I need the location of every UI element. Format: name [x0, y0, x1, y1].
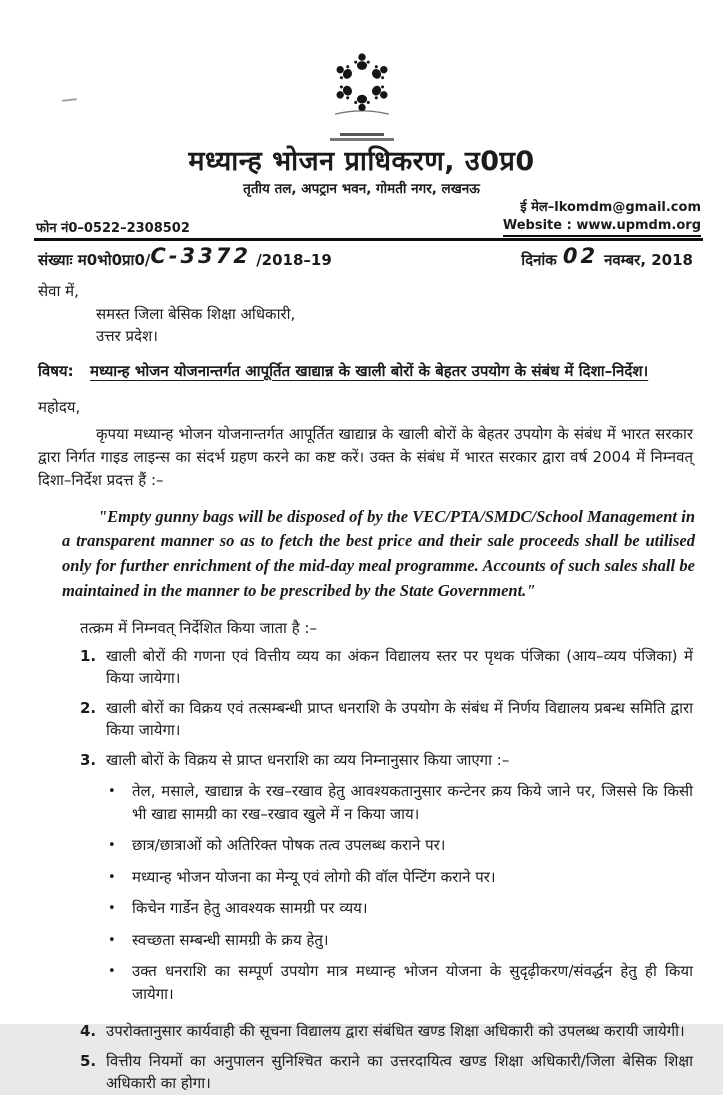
list-intro: तत्क्रम में निम्नवत् निर्देशित किया जाता है :– [80, 618, 317, 637]
body-paragraph: कृपया मध्यान्ह भोजन योजनान्तर्गत आपूर्तित खाद्यान्न के खाली बोरों के बेहतर उपयोग के संबंध में भारत सरकार द्वारा निर्गत गाइड लाइन्स का संदर्भ ग्रहण करने का कष्ट करें। उक्त के संबंध में भारत सरकार द्वारा वर्ष 2004 में निम्नवत् दिशा–निर्देश प्रदत्त हैं :– [38, 424, 693, 490]
bullet-icon: • [108, 838, 116, 854]
bullet-item-1 [108, 780, 693, 825]
letter-number-label: संख्याः म0भो0प्रा0/ [38, 251, 151, 270]
bullet-item-6 [108, 960, 693, 1005]
reference-row [0, 241, 723, 270]
logo-caption-smudge [330, 138, 394, 141]
bullet-icon: • [108, 784, 116, 800]
bullet-item-4 [108, 897, 693, 920]
contact-row [0, 199, 723, 237]
bullet-text: स्वच्छता सम्बन्धी सामग्री के क्रय हेतु। [132, 930, 329, 949]
letterhead [0, 0, 723, 197]
english-guideline-quote: "Empty gunny bags will be disposed of by the VEC/PTA/SMDC/School Management in a transparent manner so as to fetch the best price and their sale proceeds shall be utilised only for further enrichment of the mid-day meal programme. Accounts of such sales shall be maintained in the manner to be prescribed by the State Government." [62, 506, 695, 600]
bullet-text: मध्यान्ह भोजन योजना का मेन्यू एवं लोगो की वॉल पेन्टिंग कराने पर। [132, 867, 496, 886]
item-text: उपरोक्तानुसार कार्यवाही की सूचना विद्यालय द्वारा संबंधित खण्ड शिक्षा अधिकारी को उपलब्ध करायी जायेगी। [106, 1022, 685, 1041]
letter-number-suffix: /2018–19 [256, 251, 332, 270]
subject-text: मध्यान्ह भोजन योजनान्तर्गत आपूर्तित खाद्यान्न के खाली बोरों के बेहतर उपयोग के संबंध में दिशा–निर्देश। [90, 361, 649, 380]
date-label: दिनांक [521, 251, 557, 270]
email-address: ई मेल–lkomdm@gmail.com [520, 200, 701, 216]
bullet-icon: • [108, 869, 116, 885]
letter-number [38, 246, 332, 270]
bullet-icon: • [108, 964, 116, 980]
item-text: खाली बोरों की गणना एवं वित्तीय व्यय का अंकन विद्यालय स्तर पर पृथक पंजिका (आय–व्यय पंजिका) में किया जायेगा। [106, 646, 693, 688]
letter-number-handwritten: C-3372 [150, 244, 251, 269]
phone-number: फोन नं0–0522–2308502 [36, 221, 190, 237]
item-number: 4. [80, 1022, 97, 1041]
org-address: तृतीय तल, अपट्रान भवन, गोमती नगर, लखनऊ [243, 181, 480, 198]
bullet-text: छात्र/छात्राओं को अतिरिक्त पोषक तत्व उपलब्ध कराने पर। [132, 836, 446, 855]
contact-right [503, 199, 701, 237]
subject-label: विषय: [38, 361, 74, 380]
children-ring-emblem-icon [320, 50, 404, 128]
date-text: नवम्बर, 2018 [604, 251, 693, 270]
item-number: 3. [80, 750, 97, 769]
item-text: वित्तीय नियमों का अनुपालन सुनिश्चित कराने का उत्तरदायित्व खण्ड शिक्षा अधिकारी/जिला बेसिक शिक्षा अधिकारी का होगा। [106, 1051, 693, 1093]
numbered-item-2 [80, 697, 693, 742]
numbered-item-5 [80, 1050, 693, 1095]
bullet-item-5 [108, 929, 693, 952]
bullet-text: उक्त धनराशि का सम्पूर्ण उपयोग मात्र मध्यान्ह भोजन योजना के सुदृढ़ीकरण/संवर्द्धन हेतु ही किया जायेगा। [132, 962, 693, 1003]
letter-date [521, 246, 693, 270]
recipient-line: समस्त जिला बेसिक शिक्षा अधिकारी, [96, 304, 296, 323]
bullet-icon: • [108, 901, 116, 917]
recipient-line: उत्तर प्रदेश। [96, 327, 158, 346]
bullet-item-2 [108, 834, 693, 857]
mdm-logo [320, 50, 404, 141]
item-text: खाली बोरों के विक्रय से प्राप्त धनराशि का व्यय निम्नानुसार किया जाएगा :– [106, 750, 510, 769]
item-number: 2. [80, 698, 97, 717]
body-salutation: महोदय, [38, 397, 81, 416]
numbered-item-4 [80, 1020, 693, 1043]
date-handwritten: 02 [562, 244, 599, 269]
recipient-block [0, 270, 723, 348]
bullet-text: किचेन गार्डेन हेतु आवश्यक सामग्री पर व्यय। [132, 899, 368, 918]
website-url: Website : www.upmdm.org [503, 217, 701, 238]
bullet-item-3 [108, 866, 693, 889]
logo-caption-smudge [340, 133, 384, 136]
subject-row [0, 348, 723, 383]
org-name: मध्यान्ह भोजन प्राधिकरण, उ0प्र0 [188, 145, 535, 177]
item-number: 5. [80, 1051, 97, 1070]
numbered-item-1 [80, 645, 693, 690]
numbered-item-3 [80, 749, 693, 772]
item-number: 1. [80, 646, 97, 665]
bullet-text: तेल, मसाले, खाद्यान्न के रख–रखाव हेतु आवश्यकतानुसार कन्टेनर क्रय किये जाने पर, जिससे कि किसी भी खाद्य सामग्री का रख–रखाव खुले में न किया जाय। [132, 782, 693, 823]
bullet-icon: • [108, 932, 116, 948]
item-text: खाली बोरों का विक्रय एवं तत्सम्बन्धी प्राप्त धनराशि के उपयोग के संबंध में निर्णय विद्यालय प्रबन्ध समिति द्वारा किया जायेगा। [106, 698, 693, 740]
recipient-salutation: सेवा में, [38, 282, 79, 301]
